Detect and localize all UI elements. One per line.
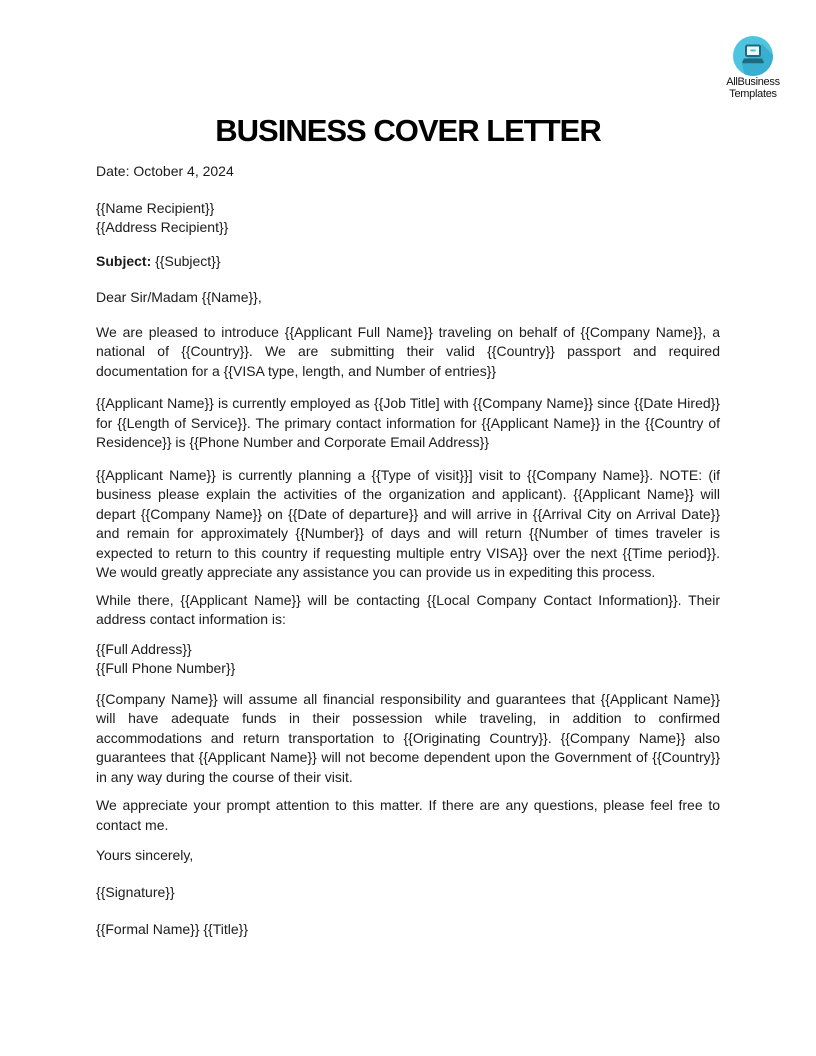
- subject-label: Subject:: [96, 252, 152, 269]
- paragraph-introduction: We are pleased to introduce {{Applicant Full Name}} traveling on behalf of {{Company Name}}, a national of {{Country}}. We are submitting their valid {{Country}} passport and required documentation for a {{VISA type, length, and Number of entries}}: [96, 323, 720, 379]
- paragraph-travel-plan: {{Applicant Name}} is currently planning a {{Type of visit}}] visit to {{Company Name}}. NOTE: (if business please explain the activities of the organization and applicant). {{Applicant Name}} will depart {{Company Name}} on {{Date of departure}} and will arrive in {{Arrival City on Arrival Date}} and remain for approximately {{Number}} of days and will return {{Number of times traveler is expected to return to this country if requesting multiple entry VISA}} over the next {{Time period}}. We would greatly appreciate any assistance you can provide us in expediting this process.: [96, 466, 720, 580]
- contact-address-line: {{Full Address}}: [96, 640, 192, 657]
- subject-line: [96, 252, 720, 272]
- paragraph-employment: {{Applicant Name}} is currently employed as {{Job Title] with {{Company Name}} since {{Date Hired}} for {{Length of Service}}. The primary contact information for {{Applicant Name}} in the {{Country of Residence}} is {{Phone Number and Corporate Email Address}}: [96, 395, 720, 450]
- greeting-line: Dear Sir/Madam {{Name}},: [96, 289, 262, 305]
- closing-line: Yours sincerely,: [96, 847, 194, 863]
- logo-brand-line1: AllBusiness: [726, 76, 780, 88]
- recipient-name-line: {{Name Recipient}}: [96, 199, 215, 216]
- paragraph-thank-you: We appreciate your prompt attention to this matter. If there are any questions, please feel free to contact me.: [96, 797, 720, 833]
- signature-placeholder: {{Signature}}: [96, 883, 175, 900]
- letter-body: [0, 112, 816, 940]
- paragraph-local-contact: While there, {{Applicant Name}} will be contacting {{Local Company Contact Information}}. Their address contact information is:: [96, 591, 720, 627]
- logo-brand-line2: Templates: [729, 87, 777, 100]
- date-line: Date: October 4, 2024: [96, 163, 234, 179]
- allbusiness-templates-logo: [720, 36, 786, 100]
- subject-value: {{Subject}}: [151, 252, 221, 269]
- paragraph-financial-guarantee: {{Company Name}} will assume all financial responsibility and guarantees that {{Applicant Name}} will have adequate funds in their possession while traveling, in addition to confirmed accommodations and return transportation to {{Originating Country}}. {{Company Name}} also guarantees that {{Applicant Name}} will not become dependent upon the Government of {{Country}} in any way during the course of their visit.: [96, 690, 720, 785]
- laptop-icon: [733, 36, 773, 76]
- logo-brand-text: [720, 77, 786, 100]
- signoff-line: {{Formal Name}} {{Title}}: [96, 921, 249, 937]
- recipient-address-line: {{Address Recipient}}: [96, 219, 229, 235]
- contact-phone-line: {{Full Phone Number}}: [96, 660, 236, 676]
- page-title: BUSINESS COVER LETTER: [215, 113, 601, 148]
